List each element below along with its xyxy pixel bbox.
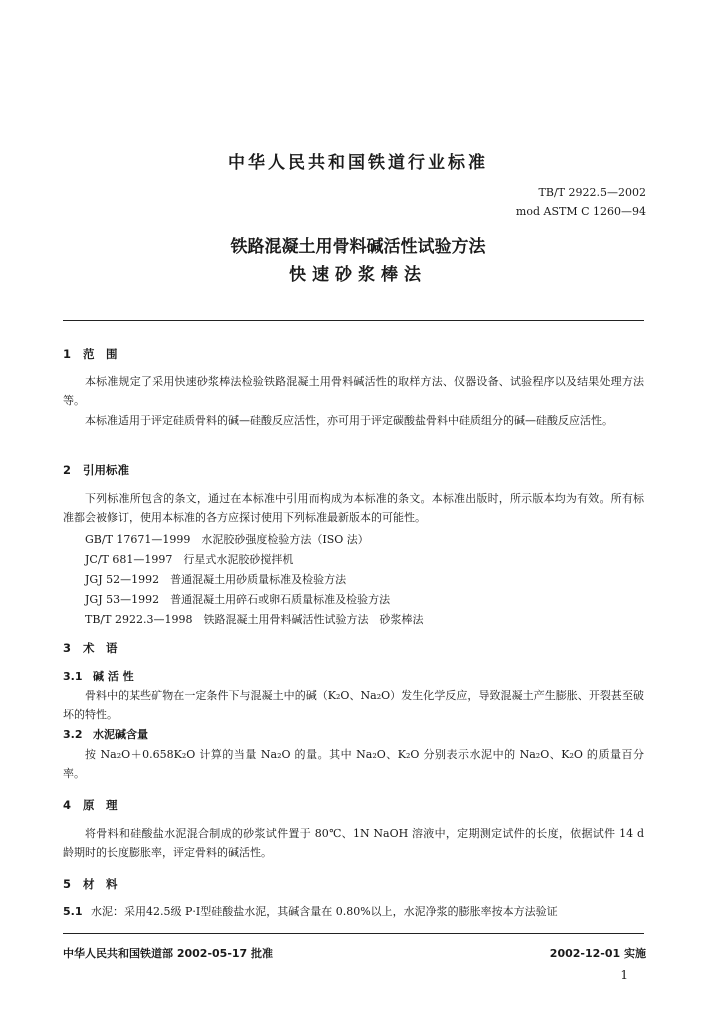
section-2-paragraph: 下列标准所包含的条文，通过在本标准中引用而构成为本标准的条文。本标准出版时，所示版本均为有效。所有标准都会被修订，使用本标准的各方应探讨使用下列标准最新版本的可能性。 [63,492,644,524]
section-number: 5 [63,877,72,891]
section-title: 术 语 [83,641,118,655]
reference-item: JC/T 681—1997 行星式水泥胶砂搅拌机 [85,553,294,566]
subsection-3-2-paragraph: 按 Na₂O＋0.658K₂O 计算的当量 Na₂O 的量。其中 Na₂O、K₂O 分别表示水泥中的 Na₂O、K₂O 的质量百分率。 [63,748,644,780]
reference-item: GB/T 17671—1999 水泥胶砂强度检验方法（ISO 法） [85,533,369,546]
document-subtitle: 快速砂浆棒法 [289,265,427,285]
title-divider [63,320,644,321]
section-title: 引用标准 [83,463,129,477]
implementation-date: 2002-12-01 实施 [549,947,646,960]
subsection-number: 3.2 [63,728,83,741]
approval-line: 中华人民共和国铁道部 2002-05-17 批准 [63,947,274,960]
org-title: 中华人民共和国铁道行业标准 [228,153,488,173]
section-4-paragraph: 将骨料和硅酸盐水泥混合制成的砂浆试件置于 80℃、1N NaOH 溶液中，定期测定试件的长度，依据试件 14 d 龄期时的长度膨胀率，评定骨料的碱活性。 [63,827,644,859]
section-5-heading [63,876,118,892]
subsection-3-2-heading [63,726,148,742]
subsection-3-1-heading [63,668,134,684]
subsection-title: 水泥碱含量 [93,728,148,741]
subsection-3-1-paragraph: 骨料中的某些矿物在一定条件下与混凝土中的碱（K₂O、Na₂O）发生化学反应，导致混凝土产生膨胀、开裂甚至破坏的特性。 [63,689,644,721]
page-number: 1 [620,968,628,982]
section-number: 1 [63,347,72,361]
section-1-heading [63,346,118,362]
subsection-title: 碱 活 性 [93,670,134,683]
reference-item: JGJ 53—1992 普通混凝土用碎石或卵石质量标准及检验方法 [85,593,391,606]
section-1-paragraph-2: 本标准适用于评定硅质骨料的碱—硅酸反应活性，亦可用于评定碳酸盐骨料中硅质组分的碱—硅酸反应活性。 [85,414,613,427]
standard-number: TB/T 2922.5—2002 [538,186,646,199]
reference-item: TB/T 2922.3—1998 铁路混凝土用骨料碱活性试验方法 砂浆棒法 [85,613,424,626]
section-number: 3 [63,641,72,655]
reference-item: JGJ 52—1992 普通混凝土用砂质量标准及检验方法 [85,573,347,586]
section-1-paragraph-1: 本标准规定了采用快速砂浆棒法检验铁路混凝土用骨料碱活性的取样方法、仪器设备、试验程序以及结果处理方法等。 [63,375,644,407]
section-title: 材 料 [83,877,118,891]
section-number: 2 [63,463,72,477]
document-title: 铁路混凝土用骨料碱活性试验方法 [230,237,486,257]
section-title: 原 理 [83,798,118,812]
standard-modification: mod ASTM C 1260—94 [515,205,646,218]
subsection-number: 5.1 [63,905,83,918]
footer-divider [63,933,644,934]
section-number: 4 [63,798,72,812]
subsection-5-1-text: 水泥：采用42.5级 P·Ⅰ型硅酸盐水泥，其碱含量在 0.80%以上，水泥净浆的膨胀率按本方法验证 [91,905,558,918]
subsection-number: 3.1 [63,670,83,683]
subsection-5-1 [63,903,644,919]
section-title: 范 围 [83,347,118,361]
section-3-heading [63,640,118,656]
section-4-heading [63,797,118,813]
section-2-heading [63,462,129,478]
